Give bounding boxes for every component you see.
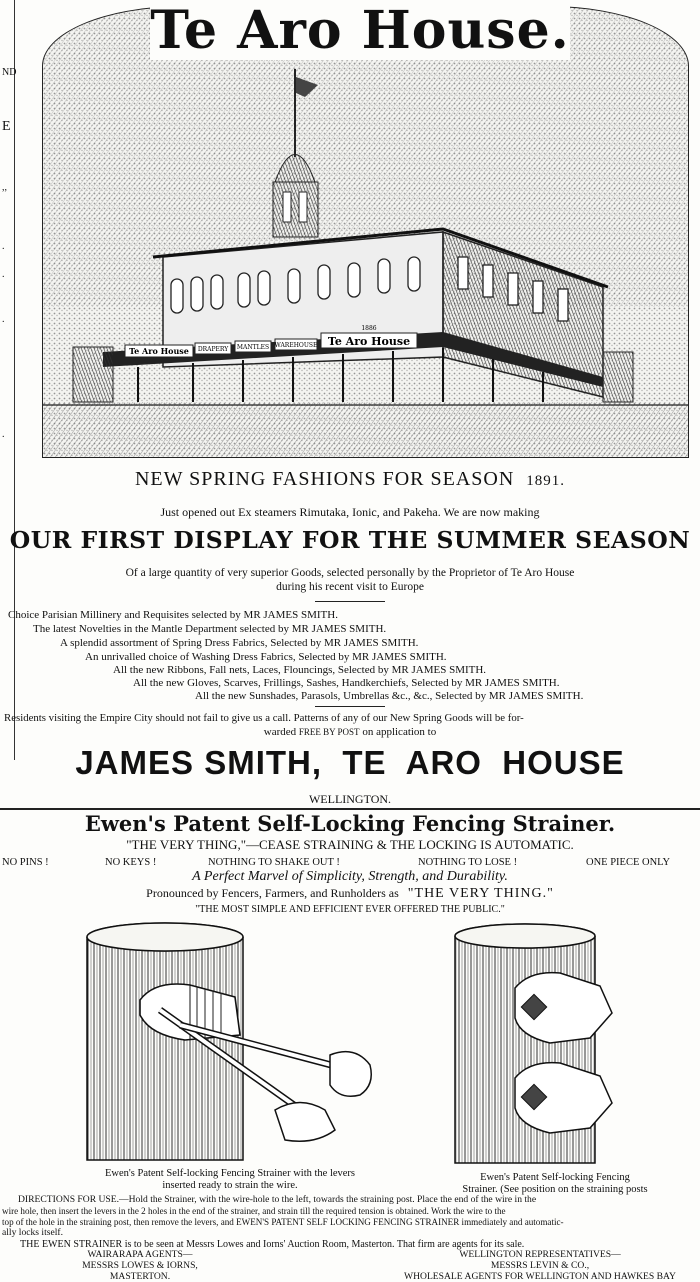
divider: [315, 601, 385, 602]
feature-lose: NOTHING TO LOSE !: [418, 857, 518, 868]
item-line: All the new Gloves, Scarves, Frillings, Sashes, Handkerchiefs, Selected by MR JAMES SMITH.: [133, 677, 560, 689]
display-title: OUR FIRST DISPLAY FOR THE SUMMER SEASON: [9, 526, 691, 554]
item-line: Choice Parisian Millinery and Requisites selected by MR JAMES SMITH.: [8, 609, 338, 621]
agents-text: MASTERTON.: [109, 1271, 171, 1282]
caption-left: [60, 1168, 400, 1192]
feature-shake-out: NOTHING TO SHAKE OUT !: [208, 857, 340, 868]
item-line: All the new Sunshades, Parasols, Umbrellas &c., &c., Selected by MR JAMES SMITH.: [195, 690, 584, 702]
caption-text: Ewen's Patent Self-locking Fencing Strainer with the levers: [104, 1168, 356, 1179]
agents-text: MESSRS LOWES & IORNS,: [82, 1260, 198, 1271]
building-engraving: [42, 6, 689, 458]
sign-center: Te Aro House: [327, 335, 411, 348]
seen-line: THE EWEN STRAINER is to be seen at Messrs Lowes and Iorns' Auction Room, Masterton. That firm are agents for its sale.: [20, 1239, 525, 1250]
fashions-headline: [0, 468, 700, 491]
divider: [315, 706, 385, 707]
margin-fragment: ND: [2, 67, 17, 78]
column-rule: [14, 0, 15, 760]
section-rule: [0, 808, 700, 810]
agents-right: [380, 1249, 700, 1282]
caption-text: Ewen's Patent Self-locking Fencing: [480, 1172, 630, 1183]
quantity-line: during his recent visit to Europe: [276, 581, 424, 593]
agents-text: MESSRS LEVIN & CO.,: [490, 1260, 590, 1271]
pronounced-line: [0, 886, 700, 901]
residents-line: Residents visiting the Empire City should not fail to give us a call. Patterns of any of our New Spring Goods will be for-: [4, 712, 524, 724]
sign-year: 1886: [361, 325, 377, 332]
marvel-line: A Perfect Marvel of Simplicity, Strength, and Durability.: [192, 869, 508, 884]
margin-fragment: .: [2, 241, 5, 252]
headline-text: NEW SPRING FASHIONS FOR SEASON: [134, 468, 515, 490]
pronounced-quote: "THE VERY THING.": [407, 886, 554, 901]
directions-line: top of the hole in the straining post, then remove the levers, and EWEN'S PATENT SELF LOCKING FENCING STRAINER immediately and automatic-: [2, 1217, 564, 1227]
feature-no-keys: NO KEYS !: [105, 857, 157, 868]
feature-no-pins: NO PINS !: [2, 857, 49, 868]
agents-text: WHOLESALE AGENTS FOR WELLINGTON AND HAWKES BAY: [404, 1271, 676, 1282]
margin-fragment: .: [2, 429, 5, 440]
free-by-post: FREE BY POST: [298, 727, 360, 737]
building-illustration: [43, 7, 688, 457]
headline-year: 1891.: [526, 473, 566, 489]
residents-text: on application to: [362, 726, 437, 738]
city-line: WELLINGTON.: [308, 792, 392, 806]
feature-one-piece: ONE PIECE ONLY: [586, 857, 671, 868]
quantity-line: Of a large quantity of very superior Goods, selected personally by the Proprietor of Te Aro House: [125, 567, 575, 579]
residents-line-2: [0, 725, 700, 739]
margin-fragment: .: [2, 314, 5, 325]
agents-left: [40, 1249, 240, 1282]
residents-text: warded: [263, 726, 297, 738]
pronounced-text: Pronounced by Fencers, Farmers, and Runholders as: [146, 886, 399, 900]
agents-text: WELLINGTON REPRESENTATIVES—: [459, 1249, 621, 1260]
margin-fragment: ,,: [2, 182, 7, 193]
directions-line: DIRECTIONS FOR USE.—Hold the Strainer, with the wire-hole to the left, towards the straining post. Place the end of the wire in the: [18, 1194, 537, 1205]
item-line: A splendid assortment of Spring Dress Fabrics, Selected by MR JAMES SMITH.: [60, 637, 419, 649]
simple-line: "THE MOST SIMPLE AND EFFICIENT EVER OFFERED THE PUBLIC.": [195, 904, 505, 915]
sign-warehouse: WAREHOUSE: [274, 342, 318, 349]
firm-name: JAMES SMITH, TE ARO HOUSE: [75, 744, 625, 781]
caption-text: inserted ready to strain the wire.: [162, 1180, 298, 1191]
item-line: An unrivalled choice of Washing Dress Fabrics, Selected by MR JAMES SMITH.: [85, 651, 447, 663]
masthead-title: Te Aro House.: [150, 0, 570, 61]
caption-text: Strainer. (See position on the straining posts: [462, 1184, 648, 1195]
sign-left: Te Aro House: [129, 346, 189, 356]
strainer-title: Ewen's Patent Self-Locking Fencing Strainer.: [84, 811, 616, 836]
arrival-line: Just opened out Ex steamers Rimutaka, Ionic, and Pakeha. We are now making: [160, 505, 540, 519]
agents-text: WAIRARAPA AGENTS—: [87, 1249, 193, 1260]
margin-fragment: E: [2, 119, 11, 134]
very-thing-line: "THE VERY THING,"—CEASE STRAINING & THE LOCKING IS AUTOMATIC.: [126, 837, 574, 852]
margin-fragment: .: [2, 269, 5, 280]
sign-drapery: DRAPERY: [197, 346, 229, 353]
directions-line: wire hole, then insert the levers in the 2 holes in the end of the strainer, and strain till the required tension is obtained. Work the wire to the: [2, 1206, 506, 1216]
directions-line: ally locks itself.: [2, 1227, 64, 1238]
item-line: All the new Ribbons, Fall nets, Laces, Flouncings, Selected by MR JAMES SMITH.: [113, 664, 487, 676]
item-line: The latest Novelties in the Mantle Department selected by MR JAMES SMITH.: [33, 623, 387, 635]
sign-mantles: MANTLES: [236, 344, 270, 351]
strainer-posts-illustration: [440, 918, 640, 1168]
strainer-levers-illustration: [75, 915, 395, 1165]
